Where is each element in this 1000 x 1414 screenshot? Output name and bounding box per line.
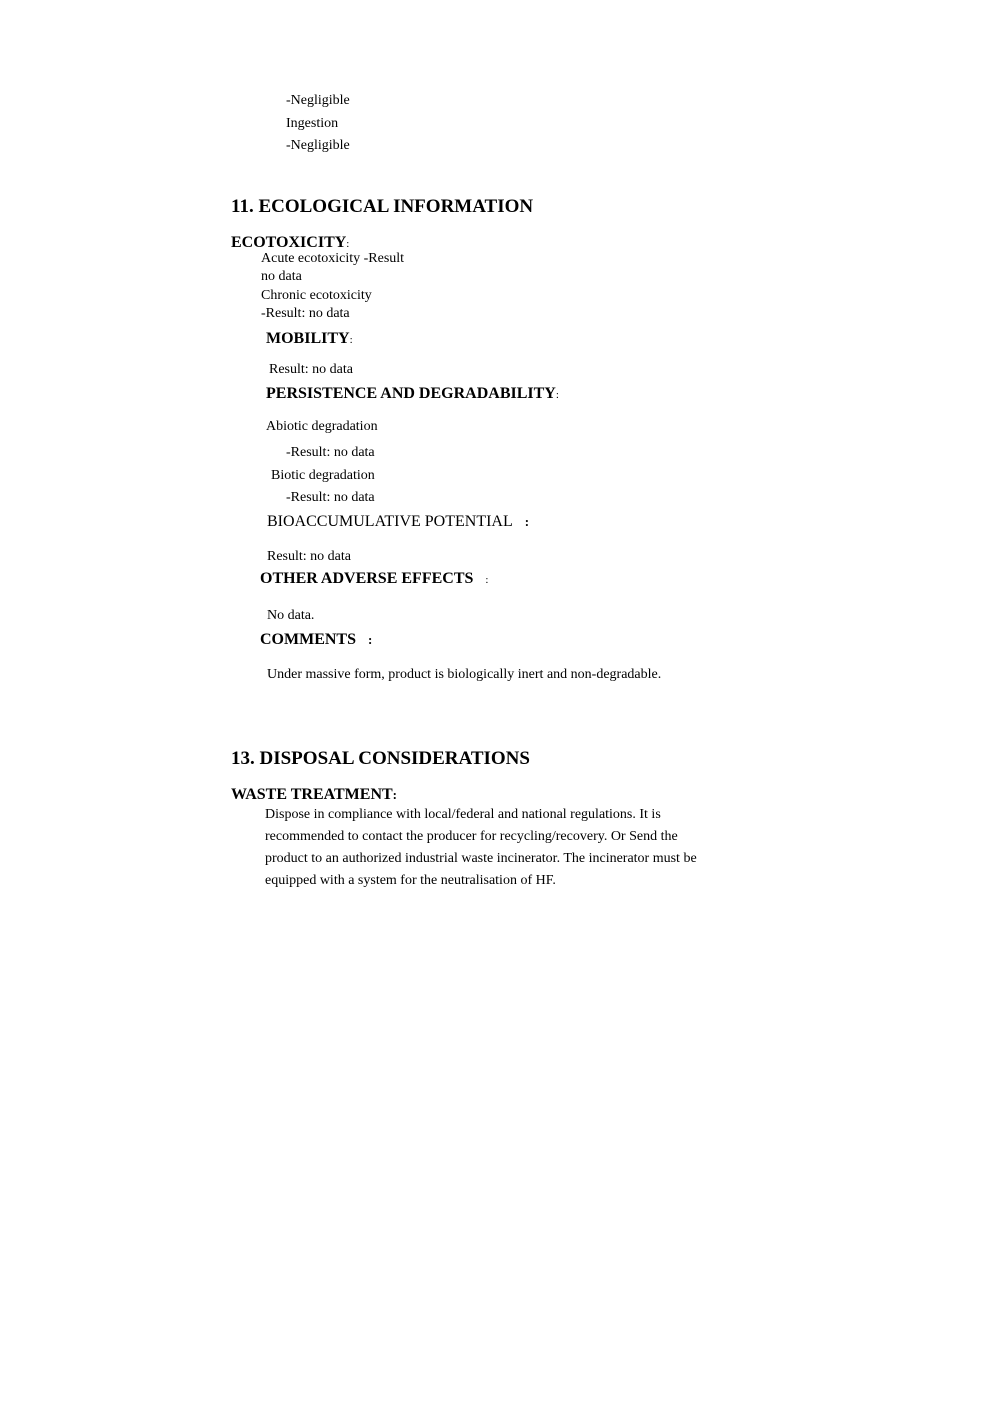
ingestion-label: Ingestion: [286, 116, 339, 131]
negligible-text: -Negligible: [286, 93, 350, 108]
heading-colon: :: [524, 514, 530, 529]
heading-colon: :: [392, 787, 398, 802]
mobility-result: Result: no data: [269, 362, 353, 377]
bioaccumulative-heading: [267, 512, 529, 532]
other-effects-label: OTHER ADVERSE EFFECTS: [260, 570, 474, 587]
heading-colon: :: [555, 389, 559, 401]
comments-heading: [260, 630, 372, 650]
other-effects-heading: [260, 569, 488, 590]
ecotoxicity-line: -Result: no data: [261, 306, 350, 321]
waste-treatment-heading: [231, 785, 397, 805]
heading-colon: :: [485, 574, 489, 586]
ecotoxicity-line: Chronic ecotoxicity: [261, 288, 372, 303]
bioaccumulative-label: BIOACCUMULATIVE POTENTIAL: [267, 513, 513, 530]
comments-text: Under massive form, product is biologically inert and non-degradable.: [267, 667, 662, 682]
negligible-text: -Negligible: [286, 138, 350, 153]
biotic-degradation-label: Biotic degradation: [271, 468, 375, 483]
heading-colon: :: [349, 334, 353, 346]
waste-treatment-text: Dispose in compliance with local/federal and national regulations. It is recommended to contact the producer for recycling/recovery. Or Send the product to an authorized industrial waste incinerator. The incinerator must be equipped with a system for the neutralisation of HF.: [265, 807, 697, 888]
heading-colon: :: [368, 632, 373, 647]
ecotoxicity-label: ECOTOXICITY: [231, 234, 347, 251]
ecotoxicity-line: Acute ecotoxicity -Result: [261, 251, 405, 266]
persistence-label: PERSISTENCE AND DEGRADABILITY: [266, 385, 556, 402]
waste-treatment-label: WASTE TREATMENT: [231, 786, 393, 803]
mobility-label: MOBILITY: [266, 330, 350, 347]
section-11-heading: 11. ECOLOGICAL INFORMATION: [231, 196, 534, 217]
other-effects-text: No data.: [267, 608, 315, 623]
section-13-heading: 13. DISPOSAL CONSIDERATIONS: [231, 748, 530, 769]
abiotic-result: -Result: no data: [286, 445, 375, 460]
mobility-heading: [266, 329, 353, 350]
heading-colon: :: [346, 238, 350, 250]
abiotic-degradation-label: Abiotic degradation: [266, 419, 378, 434]
comments-label: COMMENTS: [260, 631, 356, 648]
bioaccumulative-result: Result: no data: [267, 549, 351, 564]
ecotoxicity-line: no data: [261, 269, 302, 284]
persistence-heading: [266, 384, 559, 405]
biotic-result: -Result: no data: [286, 490, 375, 505]
